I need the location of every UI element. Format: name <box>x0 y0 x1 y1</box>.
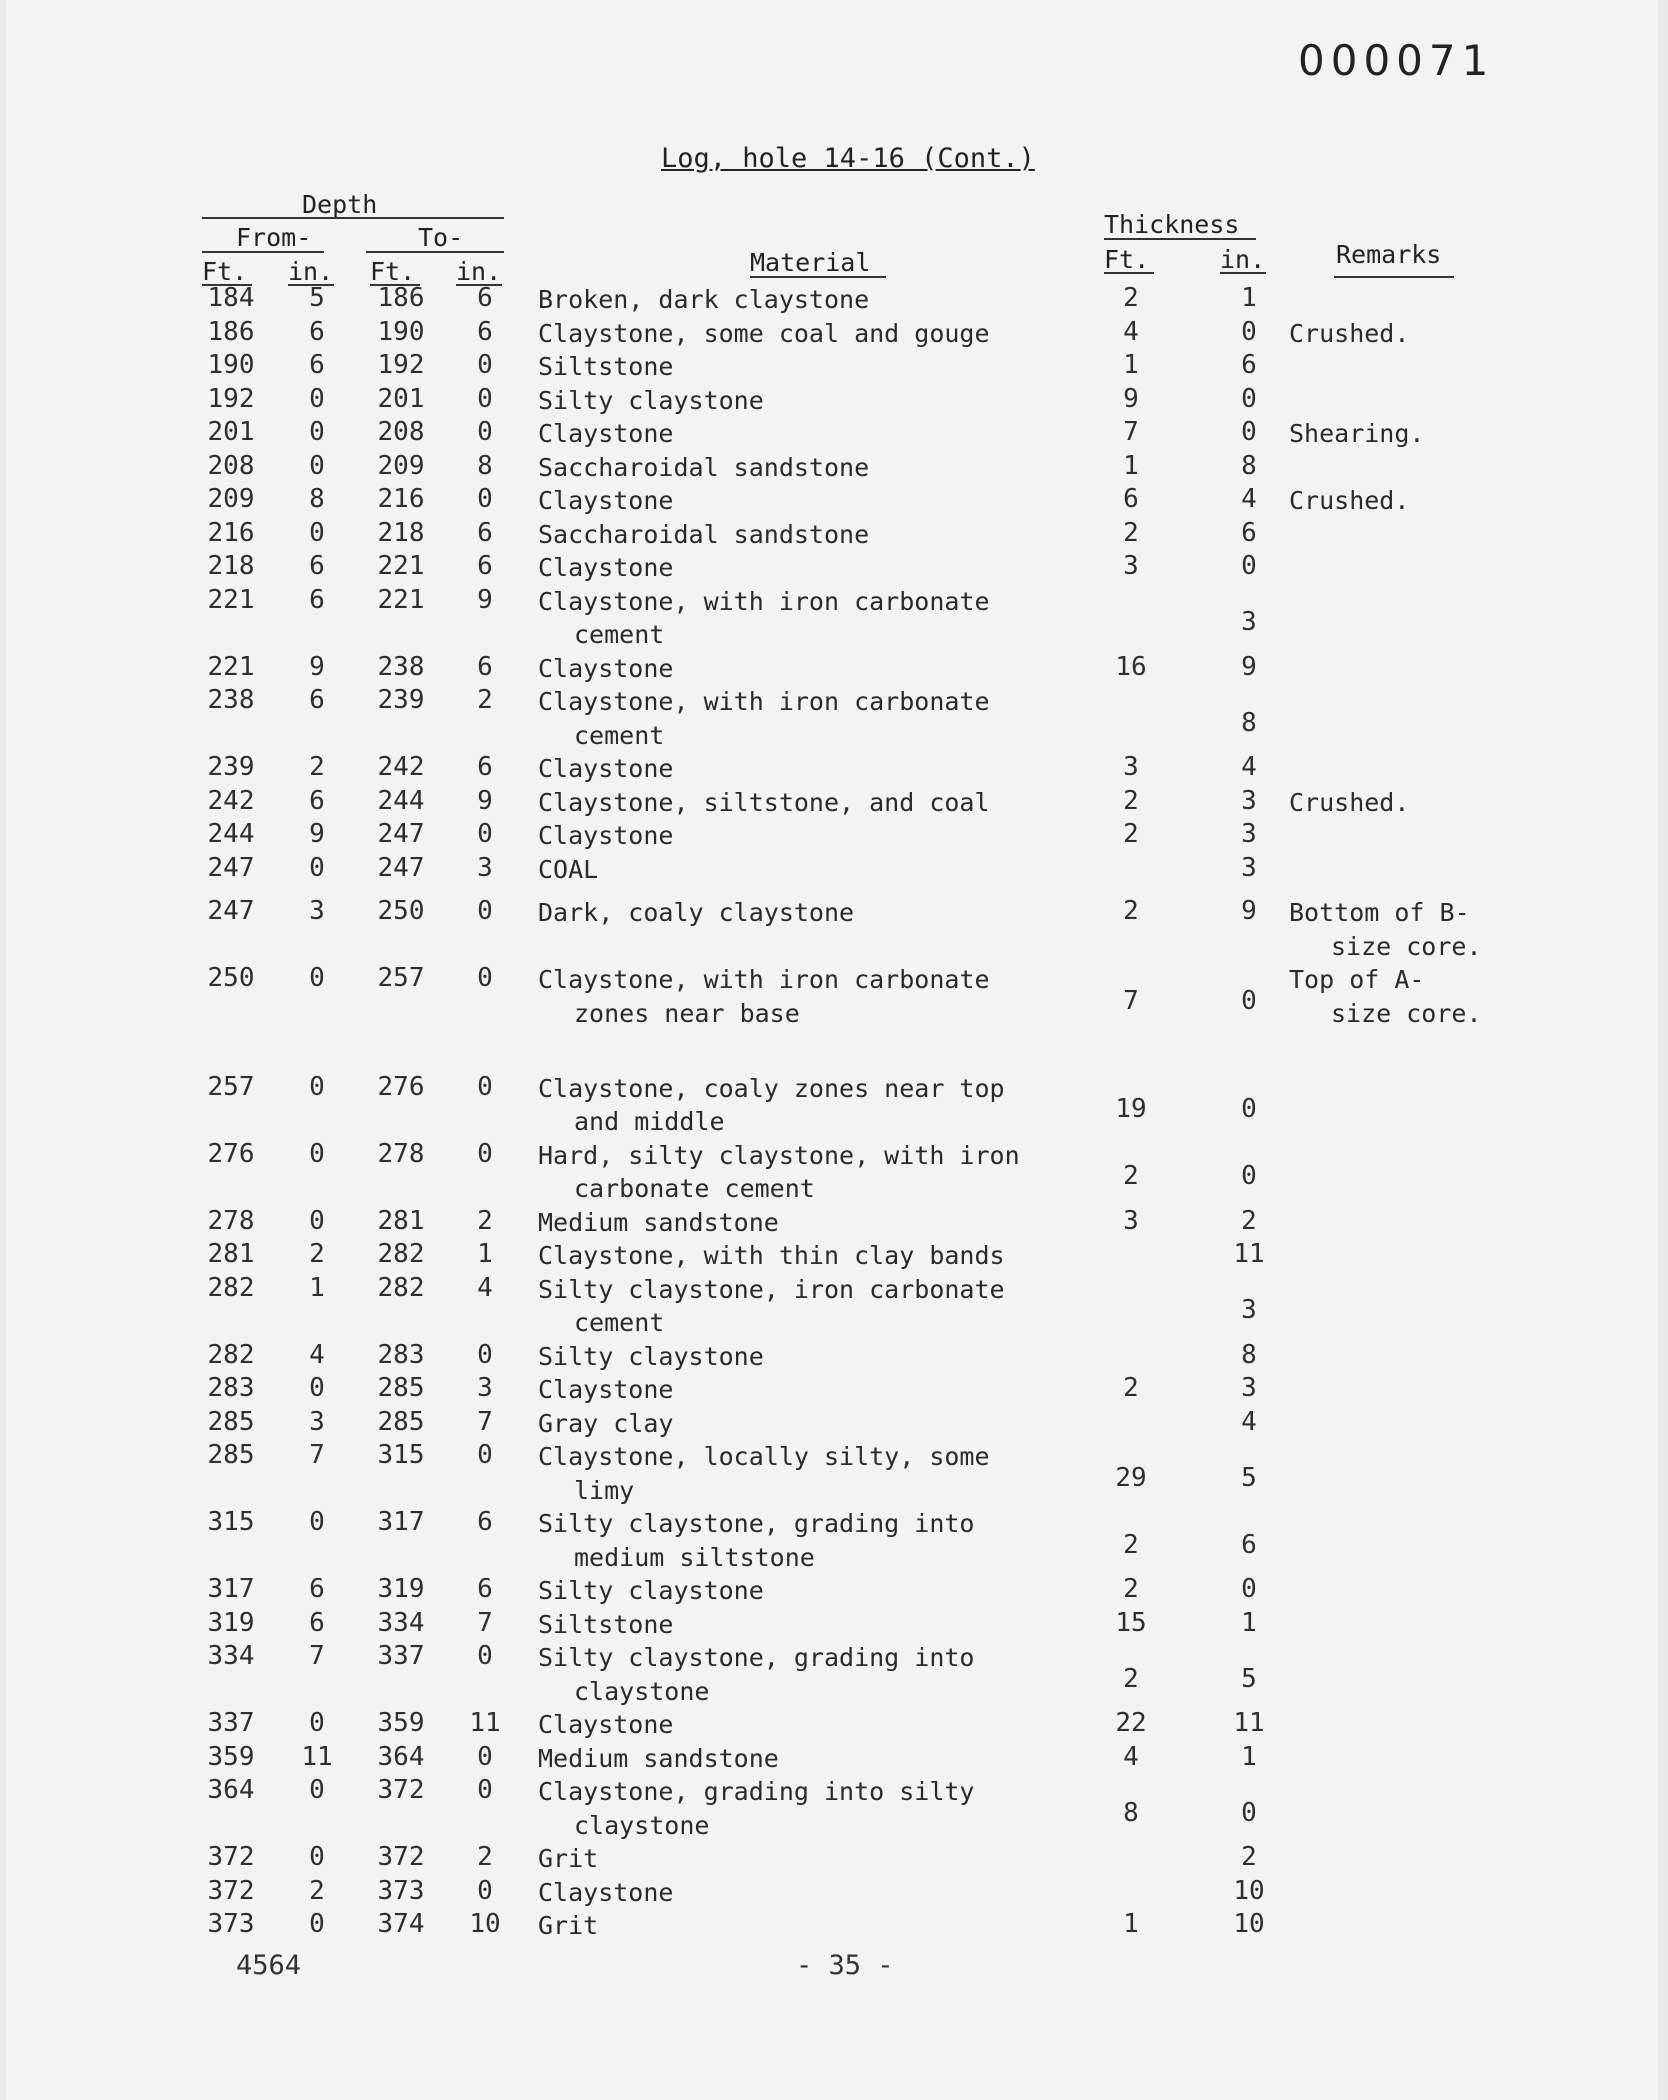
cell-thickness-in: 1 <box>1241 1607 1257 1638</box>
cell-thickness-in: 8 <box>1241 450 1257 481</box>
cell-material: Claystone, siltstone, and coal <box>538 787 990 817</box>
cell-to-in: 6 <box>477 651 493 682</box>
cell-thickness-ft: 2 <box>1123 785 1139 816</box>
cell-from-in: 8 <box>309 484 325 514</box>
cell-thickness-ft: 22 <box>1115 1708 1147 1738</box>
cell-from-ft: 319 <box>207 1607 255 1638</box>
cell-from-in: 0 <box>309 383 325 414</box>
cell-to-in: 6 <box>477 752 493 782</box>
cell-from-ft: 281 <box>207 1239 255 1269</box>
cell-thickness-in: 3 <box>1241 819 1257 849</box>
cell-from-ft: 221 <box>207 584 255 615</box>
cell-from-ft: 372 <box>207 1875 255 1906</box>
cell-material: Grit <box>538 1844 599 1873</box>
cell-material: Saccharoidal sandstone <box>538 452 870 482</box>
header-rule-from <box>202 251 324 253</box>
cell-to-ft: 372 <box>377 1775 425 1805</box>
cell-from-ft: 276 <box>207 1138 255 1169</box>
cell-thickness-ft: 2 <box>1123 1373 1139 1403</box>
cell-thickness-ft: 2 <box>1123 1529 1139 1560</box>
cell-to-in: 0 <box>477 1775 493 1805</box>
cell-from-ft: 209 <box>207 484 255 514</box>
cell-from-in: 3 <box>309 1406 325 1437</box>
cell-material: Claystone <box>538 821 674 850</box>
cell-thickness-ft: 4 <box>1123 1741 1139 1772</box>
cell-to-in: 0 <box>477 1641 493 1671</box>
cell-material: Siltstone <box>538 1609 674 1639</box>
cell-from-ft: 359 <box>207 1741 255 1772</box>
cell-from-in: 0 <box>309 1775 325 1805</box>
cell-to-ft: 317 <box>377 1507 425 1537</box>
cell-from-in: 7 <box>309 1440 325 1470</box>
cell-from-in: 6 <box>309 551 325 581</box>
cell-material: Claystone, grading into silty <box>538 1777 975 1806</box>
header-rule-to <box>366 251 504 253</box>
cell-to-ft: 247 <box>377 819 425 849</box>
cell-thickness-in: 0 <box>1241 1574 1257 1604</box>
cell-to-ft: 359 <box>377 1708 425 1738</box>
cell-thickness-in: 11 <box>1233 1239 1265 1269</box>
cell-thickness-in: 6 <box>1241 517 1257 548</box>
cell-remarks: Bottom of B- <box>1289 898 1470 927</box>
cell-to-in: 8 <box>477 450 493 481</box>
cell-thickness-in: 4 <box>1241 752 1257 782</box>
cell-thickness-ft: 2 <box>1123 819 1139 849</box>
document-page <box>6 0 1658 2100</box>
cell-remarks: size core. <box>1331 931 1482 961</box>
cell-thickness-in: 1 <box>1241 283 1257 313</box>
cell-material: Medium sandstone <box>538 1207 779 1237</box>
cell-material: claystone <box>574 1810 710 1840</box>
cell-thickness-ft: 2 <box>1123 517 1139 548</box>
cell-material: Claystone, with iron carbonate <box>538 687 990 716</box>
header-rule-material <box>750 276 886 278</box>
cell-material: Claystone <box>538 754 674 783</box>
cell-from-in: 0 <box>309 1373 325 1403</box>
cell-material: Claystone <box>538 653 674 683</box>
cell-material: Saccharoidal sandstone <box>538 519 870 549</box>
cell-to-in: 2 <box>477 1205 493 1236</box>
cell-to-ft: 244 <box>377 785 425 816</box>
cell-thickness-ft: 2 <box>1123 1663 1139 1694</box>
header-to-in: in. <box>456 257 502 286</box>
header-depth: Depth <box>302 190 378 219</box>
cell-thickness-in: 3 <box>1241 785 1257 816</box>
cell-thickness-in: 0 <box>1241 1797 1257 1828</box>
cell-remarks: Crushed. <box>1289 318 1410 348</box>
cell-to-in: 6 <box>477 1507 493 1537</box>
cell-thickness-ft: 29 <box>1115 1462 1147 1493</box>
cell-to-in: 0 <box>477 963 493 993</box>
header-from: From- <box>236 223 312 252</box>
cell-from-ft: 238 <box>207 685 255 715</box>
cell-thickness-in: 1 <box>1241 1741 1257 1772</box>
cell-material: Claystone <box>538 1877 674 1907</box>
cell-from-in: 7 <box>309 1641 325 1671</box>
cell-thickness-in: 0 <box>1241 1161 1257 1192</box>
cell-from-ft: 283 <box>207 1373 255 1403</box>
cell-from-ft: 201 <box>207 417 255 447</box>
cell-material: Claystone, coaly zones near top <box>538 1073 1005 1103</box>
cell-from-ft: 373 <box>207 1909 255 1939</box>
cell-to-in: 0 <box>477 1440 493 1470</box>
cell-to-in: 11 <box>469 1708 501 1738</box>
header-remarks: Remarks <box>1336 240 1442 269</box>
header-to: To- <box>418 223 464 252</box>
cell-to-in: 0 <box>477 896 493 926</box>
cell-to-in: 3 <box>477 1373 493 1403</box>
cell-from-in: 0 <box>309 1708 325 1738</box>
cell-to-in: 1 <box>477 1239 493 1269</box>
cell-from-ft: 221 <box>207 651 255 682</box>
cell-thickness-in: 4 <box>1241 484 1257 514</box>
cell-from-ft: 218 <box>207 551 255 581</box>
cell-thickness-ft: 1 <box>1123 450 1139 481</box>
cell-to-in: 0 <box>477 1741 493 1772</box>
header-from-ft: Ft. <box>202 257 248 286</box>
cell-thickness-in: 6 <box>1241 350 1257 380</box>
cell-material: claystone <box>574 1676 710 1706</box>
cell-thickness-ft: 16 <box>1115 651 1147 682</box>
cell-to-ft: 282 <box>377 1272 425 1303</box>
cell-thickness-in: 0 <box>1241 551 1257 581</box>
cell-to-in: 6 <box>477 283 493 313</box>
cell-to-ft: 364 <box>377 1741 425 1772</box>
cell-material: Grit <box>538 1911 599 1940</box>
cell-thickness-ft: 19 <box>1115 1094 1147 1125</box>
cell-from-in: 0 <box>309 1842 325 1872</box>
cell-to-in: 0 <box>477 1875 493 1906</box>
cell-material: Claystone <box>538 419 674 448</box>
cell-from-in: 2 <box>309 1875 325 1906</box>
cell-thickness-ft: 2 <box>1123 1574 1139 1604</box>
header-rule-remarks <box>1334 276 1454 278</box>
cell-to-in: 2 <box>477 685 493 715</box>
cell-to-ft: 218 <box>377 517 425 548</box>
cell-material: Claystone, some coal and gouge <box>538 318 990 348</box>
cell-from-in: 5 <box>309 283 325 313</box>
cell-thickness-in: 8 <box>1241 1339 1257 1370</box>
cell-from-ft: 244 <box>207 819 255 849</box>
cell-thickness-in: 3 <box>1241 1295 1257 1326</box>
cell-material: Claystone, with thin clay bands <box>538 1241 1005 1270</box>
cell-from-ft: 257 <box>207 1071 255 1102</box>
cell-thickness-in: 10 <box>1233 1875 1265 1906</box>
document-number: 000071 <box>1298 36 1495 85</box>
cell-to-ft: 315 <box>377 1440 425 1470</box>
cell-material: Claystone, with iron carbonate <box>538 586 990 616</box>
cell-to-in: 0 <box>477 1071 493 1102</box>
cell-to-ft: 374 <box>377 1909 425 1939</box>
cell-from-in: 6 <box>309 685 325 715</box>
cell-material: Siltstone <box>538 352 674 381</box>
cell-to-ft: 282 <box>377 1239 425 1269</box>
cell-from-in: 0 <box>309 1138 325 1169</box>
cell-from-in: 0 <box>309 1909 325 1939</box>
cell-thickness-in: 0 <box>1241 985 1257 1016</box>
header-thickness-ft: Ft. <box>1104 245 1150 274</box>
cell-to-ft: 337 <box>377 1641 425 1671</box>
cell-to-ft: 334 <box>377 1607 425 1638</box>
cell-thickness-in: 0 <box>1241 383 1257 414</box>
cell-thickness-in: 2 <box>1241 1205 1257 1236</box>
cell-material: limy <box>574 1475 635 1505</box>
cell-to-in: 0 <box>477 383 493 414</box>
cell-thickness-in: 2 <box>1241 1842 1257 1872</box>
cell-from-in: 0 <box>309 450 325 481</box>
cell-to-ft: 216 <box>377 484 425 514</box>
cell-from-in: 6 <box>309 1574 325 1604</box>
cell-from-in: 0 <box>309 852 325 883</box>
header-rule-thickness <box>1104 238 1256 240</box>
cell-material: medium siltstone <box>574 1542 815 1572</box>
cell-thickness-in: 3 <box>1241 607 1257 638</box>
cell-thickness-ft: 2 <box>1123 1161 1139 1192</box>
cell-from-ft: 192 <box>207 383 255 414</box>
cell-to-in: 9 <box>477 785 493 816</box>
cell-material: carbonate cement <box>574 1174 815 1203</box>
cell-from-in: 11 <box>301 1741 333 1772</box>
cell-material: cement <box>574 720 665 750</box>
cell-to-in: 10 <box>469 1909 501 1939</box>
cell-from-in: 2 <box>309 1239 325 1269</box>
cell-to-in: 6 <box>477 1574 493 1604</box>
cell-to-ft: 192 <box>377 350 425 380</box>
cell-thickness-in: 0 <box>1241 1094 1257 1125</box>
cell-thickness-in: 0 <box>1241 417 1257 447</box>
cell-to-ft: 238 <box>377 651 425 682</box>
cell-thickness-in: 3 <box>1241 852 1257 883</box>
cell-remarks: Shearing. <box>1289 419 1425 448</box>
cell-from-in: 0 <box>309 963 325 993</box>
cell-from-ft: 285 <box>207 1406 255 1437</box>
cell-to-ft: 221 <box>377 551 425 581</box>
cell-from-in: 0 <box>309 517 325 548</box>
cell-material: Claystone, locally silty, some <box>538 1442 990 1471</box>
cell-to-ft: 208 <box>377 417 425 447</box>
cell-to-in: 3 <box>477 852 493 883</box>
cell-to-ft: 247 <box>377 852 425 883</box>
cell-to-in: 6 <box>477 517 493 548</box>
cell-to-ft: 276 <box>377 1071 425 1102</box>
cell-to-ft: 221 <box>377 584 425 615</box>
cell-thickness-in: 9 <box>1241 896 1257 926</box>
cell-from-in: 6 <box>309 350 325 380</box>
cell-from-ft: 278 <box>207 1205 255 1236</box>
footer-file-number: 4564 <box>236 1950 302 1981</box>
cell-thickness-ft: 1 <box>1123 350 1139 380</box>
cell-thickness-ft: 3 <box>1123 752 1139 782</box>
cell-thickness-ft: 4 <box>1123 316 1139 347</box>
cell-from-ft: 334 <box>207 1641 255 1671</box>
cell-to-in: 0 <box>477 417 493 447</box>
cell-thickness-in: 6 <box>1241 1529 1257 1560</box>
cell-material: cement <box>574 620 665 649</box>
cell-thickness-in: 10 <box>1233 1909 1265 1939</box>
cell-thickness-ft: 2 <box>1123 283 1139 313</box>
cell-to-ft: 242 <box>377 752 425 782</box>
cell-from-ft: 186 <box>207 316 255 347</box>
cell-material: Silty claystone, iron carbonate <box>538 1274 1005 1304</box>
cell-to-in: 0 <box>477 350 493 380</box>
cell-thickness-in: 5 <box>1241 1663 1257 1694</box>
cell-to-ft: 278 <box>377 1138 425 1169</box>
header-thickness: Thickness <box>1104 210 1240 239</box>
cell-material: zones near base <box>574 998 800 1028</box>
cell-from-in: 6 <box>309 785 325 816</box>
cell-from-in: 6 <box>309 584 325 615</box>
cell-from-ft: 247 <box>207 896 255 926</box>
footer-page-number: - 35 - <box>796 1950 894 1981</box>
cell-to-in: 7 <box>477 1607 493 1638</box>
cell-material: Silty claystone, grading into <box>538 1509 975 1538</box>
cell-remarks: Top of A- <box>1289 965 1425 994</box>
cell-to-ft: 319 <box>377 1574 425 1604</box>
cell-to-ft: 190 <box>377 316 425 347</box>
cell-to-in: 6 <box>477 551 493 581</box>
cell-thickness-in: 4 <box>1241 1406 1257 1437</box>
cell-from-in: 0 <box>309 417 325 447</box>
header-to-ft: Ft. <box>370 257 416 286</box>
cell-thickness-ft: 9 <box>1123 383 1139 414</box>
cell-from-ft: 239 <box>207 752 255 782</box>
cell-material: and middle <box>574 1107 725 1136</box>
cell-to-ft: 250 <box>377 896 425 926</box>
cell-from-in: 2 <box>309 752 325 782</box>
cell-from-ft: 242 <box>207 785 255 816</box>
header-rule-thk-in <box>1220 272 1266 274</box>
cell-thickness-ft: 7 <box>1123 417 1139 447</box>
cell-to-ft: 239 <box>377 685 425 715</box>
cell-thickness-ft: 8 <box>1123 1797 1139 1828</box>
cell-to-ft: 281 <box>377 1205 425 1236</box>
cell-thickness-ft: 7 <box>1123 985 1139 1016</box>
header-material: Material <box>750 248 871 277</box>
cell-thickness-in: 3 <box>1241 1373 1257 1403</box>
cell-to-in: 0 <box>477 1138 493 1169</box>
header-rule-depth <box>202 217 504 219</box>
cell-to-in: 7 <box>477 1406 493 1437</box>
cell-material: Silty claystone <box>538 385 764 415</box>
cell-from-ft: 372 <box>207 1842 255 1872</box>
cell-from-ft: 190 <box>207 350 255 380</box>
cell-material: Gray clay <box>538 1408 674 1438</box>
header-thickness-in: in. <box>1220 245 1266 274</box>
cell-thickness-ft: 3 <box>1123 1205 1139 1236</box>
cell-from-in: 9 <box>309 651 325 682</box>
cell-material: COAL <box>538 854 599 884</box>
cell-from-ft: 184 <box>207 283 255 313</box>
cell-material: Claystone <box>538 553 674 582</box>
cell-from-ft: 216 <box>207 517 255 548</box>
cell-from-ft: 337 <box>207 1708 255 1738</box>
cell-from-ft: 364 <box>207 1775 255 1805</box>
cell-from-ft: 208 <box>207 450 255 481</box>
cell-from-in: 4 <box>309 1339 325 1370</box>
cell-from-ft: 282 <box>207 1339 255 1370</box>
cell-thickness-ft: 15 <box>1115 1607 1147 1638</box>
cell-to-ft: 285 <box>377 1373 425 1403</box>
cell-to-ft: 372 <box>377 1842 425 1872</box>
cell-to-ft: 201 <box>377 383 425 414</box>
cell-from-in: 0 <box>309 1071 325 1102</box>
cell-to-in: 0 <box>477 819 493 849</box>
cell-thickness-in: 5 <box>1241 1462 1257 1493</box>
cell-thickness-ft: 6 <box>1123 484 1139 514</box>
cell-from-in: 0 <box>309 1507 325 1537</box>
cell-material: Claystone, with iron carbonate <box>538 965 990 994</box>
cell-thickness-in: 0 <box>1241 316 1257 347</box>
cell-thickness-ft: 3 <box>1123 551 1139 581</box>
cell-to-ft: 285 <box>377 1406 425 1437</box>
cell-to-ft: 373 <box>377 1875 425 1906</box>
cell-from-in: 6 <box>309 1607 325 1638</box>
cell-thickness-ft: 1 <box>1123 1909 1139 1939</box>
cell-material: Claystone <box>538 486 674 515</box>
cell-from-ft: 285 <box>207 1440 255 1470</box>
cell-to-ft: 186 <box>377 283 425 313</box>
cell-remarks: Crushed. <box>1289 486 1410 515</box>
cell-from-in: 0 <box>309 1205 325 1236</box>
cell-from-ft: 247 <box>207 852 255 883</box>
cell-from-ft: 250 <box>207 963 255 993</box>
cell-material: Silty claystone <box>538 1341 764 1371</box>
cell-thickness-in: 8 <box>1241 707 1257 738</box>
cell-from-in: 9 <box>309 819 325 849</box>
cell-remarks: Crushed. <box>1289 787 1410 817</box>
cell-from-ft: 282 <box>207 1272 255 1303</box>
page-title: Log, hole 14-16 (Cont.) <box>661 143 1035 174</box>
cell-from-in: 3 <box>309 896 325 926</box>
cell-material: Claystone <box>538 1375 674 1404</box>
header-from-in: in. <box>288 257 334 286</box>
cell-thickness-in: 11 <box>1233 1708 1265 1738</box>
cell-material: Dark, coaly claystone <box>538 898 855 927</box>
cell-to-ft: 209 <box>377 450 425 481</box>
cell-to-ft: 257 <box>377 963 425 993</box>
cell-material: Claystone <box>538 1710 674 1739</box>
cell-to-in: 2 <box>477 1842 493 1872</box>
cell-material: Silty claystone <box>538 1576 764 1605</box>
cell-from-ft: 317 <box>207 1574 255 1604</box>
cell-material: Silty claystone, grading into <box>538 1643 975 1672</box>
cell-from-in: 6 <box>309 316 325 347</box>
cell-material: Hard, silty claystone, with iron <box>538 1140 1020 1170</box>
cell-to-in: 4 <box>477 1272 493 1303</box>
cell-to-ft: 283 <box>377 1339 425 1370</box>
cell-to-in: 6 <box>477 316 493 347</box>
header-rule-thk-ft <box>1104 272 1154 274</box>
cell-material: cement <box>574 1308 665 1337</box>
cell-from-ft: 315 <box>207 1507 255 1537</box>
cell-remarks: size core. <box>1331 998 1482 1028</box>
cell-material: Medium sandstone <box>538 1743 779 1773</box>
cell-from-in: 1 <box>309 1272 325 1303</box>
cell-material: Broken, dark claystone <box>538 285 870 314</box>
cell-to-in: 0 <box>477 484 493 514</box>
cell-to-in: 0 <box>477 1339 493 1370</box>
cell-to-in: 9 <box>477 584 493 615</box>
cell-thickness-in: 9 <box>1241 651 1257 682</box>
cell-thickness-ft: 2 <box>1123 896 1139 926</box>
